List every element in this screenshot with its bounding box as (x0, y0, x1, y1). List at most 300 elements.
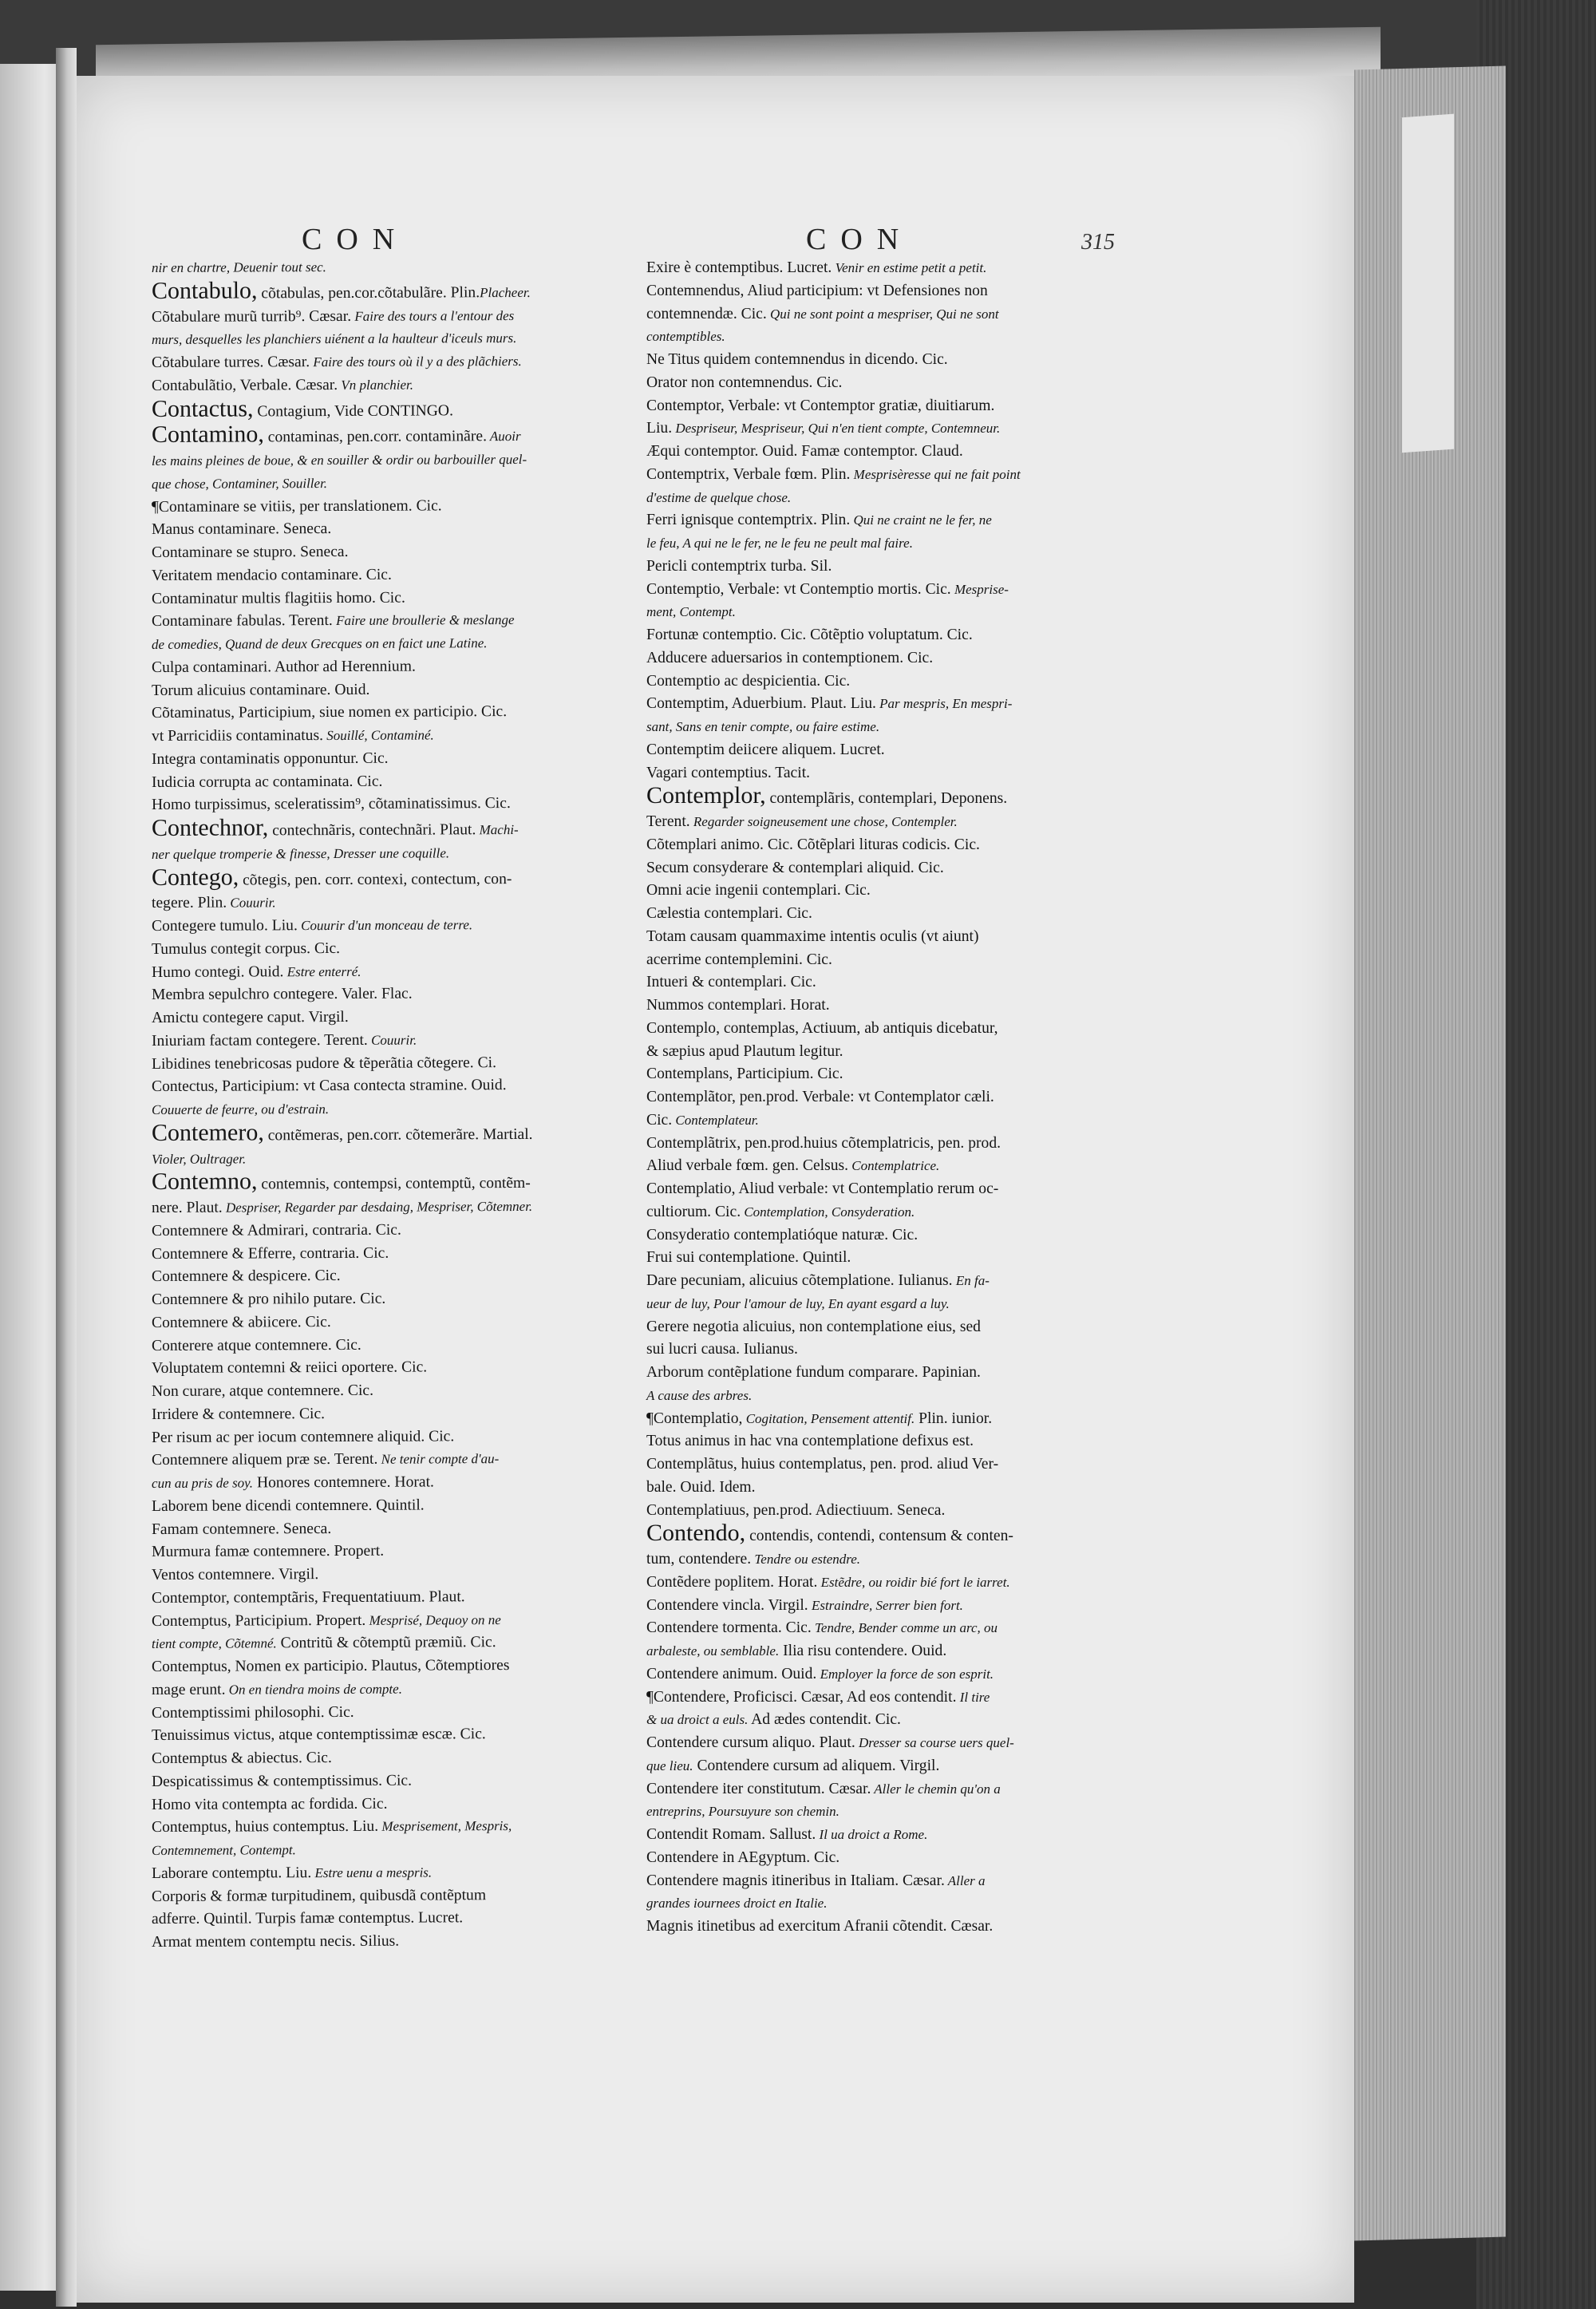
latin-text: Magnis itinetibus ad exercitum Afranii cõtendit. Cæsar. (646, 1918, 994, 1935)
dictionary-line (646, 693, 1117, 716)
dictionary-line (152, 841, 650, 866)
dictionary-line (646, 601, 1117, 624)
french-gloss: ner quelque tromperie & finesse, Dresser une coquille. (151, 845, 450, 862)
french-gloss: Violer, Oultrager. (151, 1150, 247, 1167)
french-gloss: Estẽdre, ou roidir bié fort le iarret. (817, 1574, 1010, 1590)
latin-text: Torum alicuius contaminare. Ouid. (151, 681, 370, 699)
dictionary-line (152, 1769, 650, 1793)
dictionary-line (152, 1929, 650, 1954)
dictionary-line (646, 464, 1117, 487)
latin-text: contaminas, pen.corr. contaminãre. (263, 428, 487, 446)
latin-text: Contendere tormenta. Cic. (646, 1619, 812, 1637)
paper-tab-marker (1400, 114, 1454, 453)
french-gloss: Estre uenu a mespris. (311, 1864, 433, 1880)
french-gloss: Auoir (486, 429, 521, 445)
dictionary-line (152, 1378, 650, 1403)
dictionary-line (646, 1500, 1117, 1523)
dictionary-line (646, 994, 1117, 1018)
latin-text: adferre. Quintil. Turpis famæ contemptus. Lucret. (151, 1909, 464, 1928)
latin-text: Exire è contemptibus. Lucret. (646, 259, 832, 276)
dictionary-line (646, 1595, 1117, 1618)
latin-text: Ad ædes contendit. Cic. (748, 1711, 901, 1729)
latin-text: sui lucri causa. Iulianus. (646, 1341, 798, 1358)
latin-text: Contegere tumulo. Liu. (151, 917, 298, 935)
latin-text: Iudicia corrupta ac contaminata. Cic. (151, 773, 383, 791)
latin-text: Ne Titus quidem contemnendus in dicendo. Cic. (646, 351, 948, 368)
latin-text: Contaminare fabulas. Terent. (151, 612, 333, 631)
latin-text: Cõtabulare murũ turrib⁹. Cæsar. (151, 307, 352, 326)
french-gloss: contemptibles. (646, 329, 725, 345)
dictionary-line (152, 1097, 650, 1121)
french-gloss: ueur de luy, Pour l'amour de luy, En ayant esgard a luy. (646, 1295, 950, 1311)
dictionary-line (646, 1522, 1117, 1548)
french-gloss: Il tire (956, 1689, 990, 1705)
dictionary-line (646, 1155, 1117, 1178)
dictionary-line (646, 1063, 1117, 1086)
latin-text: Gerere negotia alicuius, non contemplatione eius, sed (646, 1318, 981, 1335)
french-gloss: Faire des tours où il y a des plãchiers. (310, 353, 522, 370)
latin-text: Contendit Romam. Sallust. (646, 1826, 816, 1843)
french-gloss: Cogitation, Pensement attentif. (742, 1410, 915, 1426)
dictionary-line (152, 278, 650, 306)
latin-text: Fortunæ contemptio. Cic. Cõtẽptio voluptatum. Cic. (646, 627, 973, 643)
dictionary-line (646, 395, 1117, 418)
dictionary-line (646, 811, 1117, 834)
french-gloss: ment, Contempt. (646, 604, 736, 620)
latin-text: Plin. iunior. (915, 1410, 993, 1427)
latin-text: Contendere in AEgyptum. Cic. (646, 1848, 840, 1866)
dictionary-line (152, 815, 650, 843)
latin-text: Homo vita contempta ac fordida. Cic. (151, 1795, 388, 1813)
french-gloss: Faire une broullerie & meslange (332, 612, 515, 629)
latin-text: Armat mentem contemptu necis. Silius. (151, 1932, 400, 1951)
dictionary-line (646, 556, 1117, 579)
dictionary-line (152, 1425, 650, 1449)
dictionary-line (646, 303, 1117, 326)
dictionary-line (646, 280, 1117, 303)
dictionary-line (152, 1470, 650, 1495)
dictionary-line (646, 372, 1117, 395)
french-gloss: Couuerte de feurre, ou d'estrain. (151, 1101, 330, 1117)
dictionary-line (152, 1746, 650, 1770)
latin-text: Contagium, Vide CONTINGO. (253, 401, 454, 420)
french-gloss: Mesprisèresse qui ne fait point (850, 466, 1021, 482)
latin-text: Contemptor, contemptãris, Frequentatiuum. Plaut. (151, 1588, 465, 1607)
latin-text: Secum consyderare & contemplari aliquid. Cic. (646, 859, 944, 876)
french-gloss: cun au pris de soy. (151, 1475, 254, 1491)
latin-text: Contendere vincla. Virgil. (646, 1596, 808, 1614)
latin-text: Conterere atque contemnere. Cic. (151, 1336, 361, 1354)
dictionary-line (646, 1686, 1117, 1710)
latin-text: Contemnere & Admirari, contraria. Cic. (151, 1221, 401, 1240)
dictionary-line (152, 654, 650, 679)
dictionary-line (646, 1572, 1117, 1595)
latin-text: Nummos contemplari. Horat. (646, 997, 830, 1014)
left-page-edge (0, 64, 64, 2291)
dictionary-line (152, 1402, 650, 1426)
latin-text: & sæpius apud Plautum legitur. (646, 1042, 843, 1060)
latin-text: Contemplo, contemplas, Actiuum, ab antiquis dicebatur, (646, 1019, 998, 1037)
latin-text: cõtabulas, pen.cor.cõtabulãre. Plin. (257, 283, 480, 302)
dictionary-line (152, 448, 650, 472)
latin-text: Amictu contegere caput. Virgil. (151, 1008, 349, 1026)
french-gloss: Dresser sa course uers quel- (855, 1735, 1014, 1750)
french-gloss: Couurir d'un monceau de terre. (297, 917, 473, 934)
latin-text: ¶Contendere, Proficisci. Cæsar, Ad eos contendit. (646, 1688, 957, 1706)
dictionary-line (646, 1247, 1117, 1270)
latin-text: Contemplãtor, pen.prod. Verbale: vt Contemplator cæli. (646, 1089, 994, 1105)
dictionary-line (152, 540, 650, 564)
dictionary-line (646, 257, 1117, 280)
dictionary-line (646, 1663, 1117, 1686)
dictionary-line (152, 1631, 650, 1656)
french-gloss: arbaleste, ou semblable. (646, 1643, 780, 1659)
dictionary-line (152, 327, 650, 352)
dictionary-line (152, 494, 650, 519)
headword: Contactus, (151, 394, 254, 422)
dictionary-line (152, 959, 650, 984)
latin-text: Liu. (646, 420, 673, 437)
dictionary-line (646, 509, 1117, 532)
latin-text: Contectus, Participium: vt Casa contecta stramine. Ouid. (151, 1077, 507, 1096)
latin-text: Cõtemplari animo. Cic. Cõtẽplari lituras codicis. Cic. (646, 836, 980, 853)
french-gloss: Placheer. (480, 284, 531, 300)
dictionary-line (646, 1801, 1117, 1824)
french-gloss: Couurir. (367, 1032, 417, 1048)
dictionary-line (152, 563, 650, 587)
french-gloss: Estre enterré. (283, 963, 361, 979)
headword: Contemero, (151, 1119, 264, 1146)
french-gloss: Tendre ou estendre. (751, 1552, 861, 1567)
french-gloss: Contemplation, Consyderation. (741, 1204, 915, 1220)
dictionary-line (152, 1028, 650, 1053)
latin-text: contemnendæ. Cic. (646, 305, 767, 322)
latin-text: Contemnere & pro nihilo putare. Cic. (151, 1290, 386, 1308)
latin-text: Contemplatio, Aliud verbale: vt Contemplatio rerum oc- (646, 1180, 999, 1197)
latin-text: Contemplãtrix, pen.prod.huius cõtemplatricis, pen. prod. (646, 1134, 1001, 1152)
latin-text: Aliud verbale fœm. gen. Celsus. (646, 1157, 849, 1175)
dictionary-line (152, 1516, 650, 1541)
french-gloss: de comedies, Quand de deux Grecques on en faict une Latine. (151, 635, 488, 652)
french-gloss: Tendre, Bender comme un arc, ou (811, 1620, 998, 1636)
latin-text: Tenuissimus victus, atque contemptissimæ escæ. Cic. (151, 1726, 486, 1745)
dictionary-line (646, 1778, 1117, 1801)
dictionary-line (152, 631, 650, 656)
dictionary-line (646, 949, 1117, 972)
dictionary-line (152, 1264, 650, 1289)
dictionary-line (152, 350, 650, 374)
latin-text: Contemplatiuus, pen.prod. Adiectiuum. Seneca. (646, 1501, 946, 1519)
dictionary-line (646, 1755, 1117, 1778)
running-head-left: CON (302, 223, 409, 256)
dictionary-line (152, 1356, 650, 1381)
latin-text: Per risum ac per iocum contemnere aliquid. Cic. (151, 1427, 455, 1446)
french-gloss: le feu, A qui ne le fer, ne le feu ne peult mal faire. (646, 536, 913, 551)
dictionary-line (646, 971, 1117, 994)
french-gloss: sant, Sans en tenir compte, ou faire estime. (646, 719, 880, 734)
french-gloss: En fa- (952, 1273, 990, 1288)
dictionary-line (152, 723, 650, 748)
dictionary-line (152, 701, 650, 726)
dictionary-line (646, 716, 1117, 739)
latin-text: tum, contendere. (646, 1551, 752, 1568)
latin-text: Humo contegi. Ouid. (151, 963, 284, 981)
dictionary-line (646, 1824, 1117, 1847)
dictionary-line (152, 1218, 650, 1243)
latin-text: Murmura famæ contemnere. Propert. (151, 1542, 385, 1561)
dictionary-line (152, 586, 650, 611)
dictionary-line (646, 1293, 1117, 1316)
french-gloss: & ua droict a euls. (646, 1712, 749, 1728)
french-gloss: Contemplateur. (672, 1112, 759, 1128)
latin-text: Ventos contemnere. Virgil. (151, 1566, 319, 1583)
french-gloss: tient compte, Cõtemné. (151, 1635, 277, 1652)
latin-text: Contemplãtus, huius contemplatus, pen. prod. aliud Ver- (646, 1456, 999, 1473)
dictionary-line (152, 1654, 650, 1678)
latin-text: ¶Contaminare se vitiis, per translationem. Cic. (151, 496, 442, 516)
latin-text: Contabulãtio, Verbale. Cæsar. (151, 376, 338, 394)
dictionary-line (152, 1051, 650, 1076)
dictionary-line (646, 647, 1117, 670)
french-gloss: Faire des tours a l'entour des (351, 307, 515, 324)
latin-text: contemnis, contempsi, contemptũ, contẽm- (257, 1175, 531, 1193)
latin-text: Arborum contẽplatione fundum comparare. Papinian. (646, 1364, 981, 1381)
latin-text: Contemptim deiicere aliquem. Lucret. (646, 741, 885, 758)
dictionary-line (646, 1916, 1117, 1939)
latin-text: Homo turpissimus, sceleratissim⁹, cõtaminatissimus. Cic. (151, 795, 511, 814)
dictionary-line (646, 1338, 1117, 1362)
latin-text: Consyderatio contemplatióque naturæ. Cic. (646, 1226, 918, 1243)
latin-text: vt Parricidiis contaminatus. (151, 727, 323, 745)
dictionary-line (152, 936, 650, 961)
latin-text: Contemplans, Participium. Cic. (646, 1066, 843, 1083)
dictionary-line (152, 1860, 650, 1885)
dictionary-line (152, 471, 650, 496)
dictionary-line (152, 1723, 650, 1748)
dictionary-line (152, 678, 650, 702)
dictionary-line (646, 441, 1117, 464)
dictionary-line (646, 834, 1117, 857)
french-gloss: murs, desquelles les planchiers uiénent a la haulteur d'iceuls murs. (151, 330, 517, 348)
french-gloss: entreprins, Poursuyure son chemin. (646, 1804, 839, 1820)
latin-text: Contemptus, Participium. Propert. (151, 1611, 366, 1630)
dictionary-line (152, 1241, 650, 1266)
dictionary-line (646, 532, 1117, 556)
latin-text: Cic. (646, 1111, 673, 1129)
latin-text: Contendere cursum ad aliquem. Virgil. (693, 1757, 940, 1774)
latin-text: Tumulus contegit corpus. Cic. (151, 939, 341, 958)
dictionary-line (152, 1074, 650, 1099)
french-gloss: On en tiendra moins de compte. (225, 1681, 402, 1698)
dictionary-line (152, 1540, 650, 1564)
dictionary-line (152, 1585, 650, 1610)
latin-text: Contaminatur multis flagitiis homo. Cic. (151, 589, 405, 607)
latin-text: Contemptor, Verbale: vt Contemptor gratiæ, diuitiarum. (646, 397, 995, 414)
left-text-column (152, 257, 650, 1955)
french-gloss: grandes iournees droict en Italie. (646, 1896, 828, 1912)
latin-text: acerrime contemplemini. Cic. (646, 951, 832, 968)
dictionary-line (646, 1477, 1117, 1500)
latin-text: Contemptus, huius contemptus. Liu. (151, 1818, 379, 1837)
latin-text: Dare pecuniam, alicuius cõtemplatione. Iulianus. (646, 1272, 953, 1289)
dictionary-line (152, 422, 650, 450)
dictionary-line (646, 1617, 1117, 1640)
dictionary-line (152, 1005, 650, 1030)
french-gloss: Machi- (476, 821, 519, 838)
dictionary-line (152, 1884, 650, 1908)
latin-text: Ferri ignisque contemptrix. Plin. (646, 512, 851, 529)
latin-text: Contemnere & Efferre, contraria. Cic. (151, 1244, 389, 1263)
latin-text: cõtegis, pen. corr. contexi, contectum, con- (239, 870, 512, 889)
headword: Contemno, (151, 1168, 258, 1196)
french-gloss: Aller le chemin qu'on a (871, 1781, 1001, 1797)
dictionary-line (646, 487, 1117, 510)
latin-text: Adducere aduersarios in contemptionem. Cic. (646, 649, 934, 666)
latin-text: Despicatissimus & contemptissimus. Cic. (151, 1772, 413, 1790)
dictionary-line (152, 1562, 650, 1587)
french-gloss: Qui ne sont point a mespriser, Qui ne sont (766, 306, 999, 322)
running-head-right: CON (806, 223, 914, 256)
latin-text: Corporis & formæ turpitudinem, quibusdã contẽptum (151, 1886, 487, 1905)
dictionary-line (152, 1333, 650, 1358)
french-gloss: Despriser, Regarder par desdaing, Mespriser, Cõtemner. (222, 1198, 533, 1216)
latin-text: Cõtaminatus, Participium, siue nomen ex participio. Cic. (151, 703, 508, 722)
dictionary-line (646, 670, 1117, 694)
french-gloss: Ne tenir compte d'au- (377, 1451, 500, 1468)
dictionary-line (646, 926, 1117, 949)
latin-text: contechnãris, contechnãri. Plaut. (268, 821, 476, 840)
latin-text: Omni acie ingenii contemplari. Cic. (646, 882, 871, 899)
french-gloss: que chose, Contaminer, Souiller. (151, 475, 328, 492)
dictionary-line (646, 624, 1117, 647)
french-gloss: Mesprisé, Dequoy on ne (365, 1611, 501, 1628)
dictionary-line (646, 1870, 1117, 1893)
latin-text: cultiorum. Cic. (646, 1203, 741, 1220)
french-gloss: A cause des arbres. (646, 1387, 753, 1403)
latin-text: Voluptatem contemni & reiici oportere. Cic. (151, 1358, 428, 1378)
latin-text: Æqui contemptor. Ouid. Famæ contemptor. Claud. (646, 443, 963, 460)
french-gloss: Estraindre, Serrer bien fort. (808, 1597, 963, 1613)
french-gloss: Vn planchier. (338, 377, 414, 393)
latin-text: Contemptus & abiectus. Cic. (151, 1750, 332, 1767)
latin-text: Contaminare se stupro. Seneca. (151, 543, 349, 561)
french-gloss: Par mespris, En mespri- (875, 696, 1013, 712)
dictionary-line (646, 326, 1117, 349)
french-gloss: que lieu. (646, 1757, 693, 1773)
french-gloss: Employer la force de son esprit. (816, 1666, 994, 1682)
latin-text: Veritatem mendacio contaminare. Cic. (151, 566, 392, 584)
latin-text: Contemptus, Nomen ex participio. Plautus, Cõtemptiores (151, 1657, 510, 1675)
latin-text: Laborare contemptu. Liu. (151, 1864, 312, 1882)
dictionary-line (646, 1178, 1117, 1201)
dictionary-line (152, 1169, 650, 1197)
latin-text: Contemptissimi philosophi. Cic. (151, 1703, 354, 1722)
latin-text: Cælestia contemplari. Cic. (646, 905, 812, 922)
french-gloss: Mesprisement, Mespris, (378, 1818, 512, 1835)
dictionary-line (646, 417, 1117, 441)
french-gloss: les mains pleines de boue, & en souiller & ordir ou barbouiller quel- (151, 451, 527, 469)
latin-text: Contẽdere poplitem. Horat. (646, 1573, 818, 1591)
dictionary-line (152, 1815, 650, 1840)
headword: Contabulo, (151, 277, 258, 304)
dictionary-line (152, 609, 650, 634)
dictionary-line (646, 1086, 1117, 1109)
headword: Contemplor, (646, 782, 766, 809)
page-number: 315 (1081, 230, 1115, 255)
french-gloss: Despriseur, Mespriseur, Qui n'en tient compte, Contemneur. (672, 421, 1001, 437)
latin-text: Contemptrix, Verbale fœm. Plin. (646, 465, 851, 483)
dictionary-line (646, 1847, 1117, 1870)
dictionary-line (646, 1453, 1117, 1477)
latin-text: Iniuriam factam contegere. Terent. (151, 1031, 368, 1050)
french-gloss: Qui ne craint ne le fer, ne (850, 512, 992, 528)
book-gutter (56, 48, 77, 2307)
latin-text: Integra contaminatis opponuntur. Cic. (151, 749, 389, 768)
dictionary-line (152, 304, 650, 329)
latin-text: Contemptio, Verbale: vt Contemptio mortis. Cic. (646, 580, 951, 598)
dictionary-line (646, 1316, 1117, 1339)
latin-text: Manus contaminare. Seneca. (151, 520, 332, 539)
latin-text: nere. Plaut. (151, 1199, 223, 1216)
french-gloss: nir en chartre, Deuenir tout sec. (151, 259, 326, 275)
dictionary-line (646, 1018, 1117, 1041)
dictionary-line (646, 739, 1117, 762)
dictionary-line (646, 1385, 1117, 1408)
dictionary-line (152, 746, 650, 771)
dictionary-line (646, 1709, 1117, 1732)
dictionary-line (646, 1408, 1117, 1431)
latin-text: contẽmeras, pen.corr. cõtemerãre. Martial. (263, 1125, 533, 1145)
dictionary-line (152, 1195, 650, 1220)
french-gloss: Mesprise- (950, 581, 1009, 597)
latin-text: Contemnere & abiicere. Cic. (151, 1313, 331, 1331)
latin-text: Irridere & contemnere. Cic. (151, 1405, 326, 1423)
latin-text: Contritũ & cõtemptũ præmiũ. Cic. (276, 1634, 496, 1652)
dictionary-line (646, 1109, 1117, 1133)
french-gloss: d'estime de quelque chose. (646, 489, 792, 505)
french-gloss: Regarder soigneusement une chose, Contempler. (689, 814, 958, 829)
latin-text: contendis, contendi, contensum & conten- (745, 1528, 1013, 1545)
latin-text: mage erunt. (151, 1681, 226, 1698)
french-gloss: Souillé, Contaminé. (322, 727, 434, 744)
dictionary-line (152, 793, 650, 817)
dictionary-line (646, 762, 1117, 785)
latin-text: Contemptio ac despicientia. Cic. (646, 672, 851, 690)
dictionary-line (646, 903, 1117, 926)
french-gloss: Aller a (944, 1872, 986, 1888)
headword: Contego, (151, 864, 239, 891)
latin-text: tegere. Plin. (151, 894, 227, 912)
dictionary-line (152, 864, 650, 892)
latin-text: Intueri & contemplari. Cic. (646, 974, 816, 991)
dictionary-line (152, 1120, 650, 1148)
french-gloss: Contemnement, Contempt. (151, 1842, 296, 1858)
dictionary-line (152, 1448, 650, 1473)
latin-text: Contendere animum. Ouid. (646, 1665, 817, 1682)
latin-text: Contemptim, Aduerbium. Plaut. Liu. (646, 695, 876, 713)
latin-text: Frui sui contemplatione. Quintil. (646, 1249, 851, 1267)
dictionary-line (646, 1892, 1117, 1916)
dictionary-line (152, 255, 650, 279)
french-gloss: Venir en estime petit a petit. (832, 260, 987, 275)
dictionary-line (646, 880, 1117, 903)
latin-text: bale. Ouid. Idem. (646, 1478, 756, 1496)
dictionary-line (646, 1640, 1117, 1663)
latin-text: Orator non contemnendus. Cic. (646, 374, 843, 391)
latin-text: Contemnendus, Aliud participium: vt Defensiones non (646, 282, 988, 299)
latin-text: Totus animus in hac vna contemplatione defixus est. (646, 1433, 974, 1450)
dictionary-line (646, 579, 1117, 602)
